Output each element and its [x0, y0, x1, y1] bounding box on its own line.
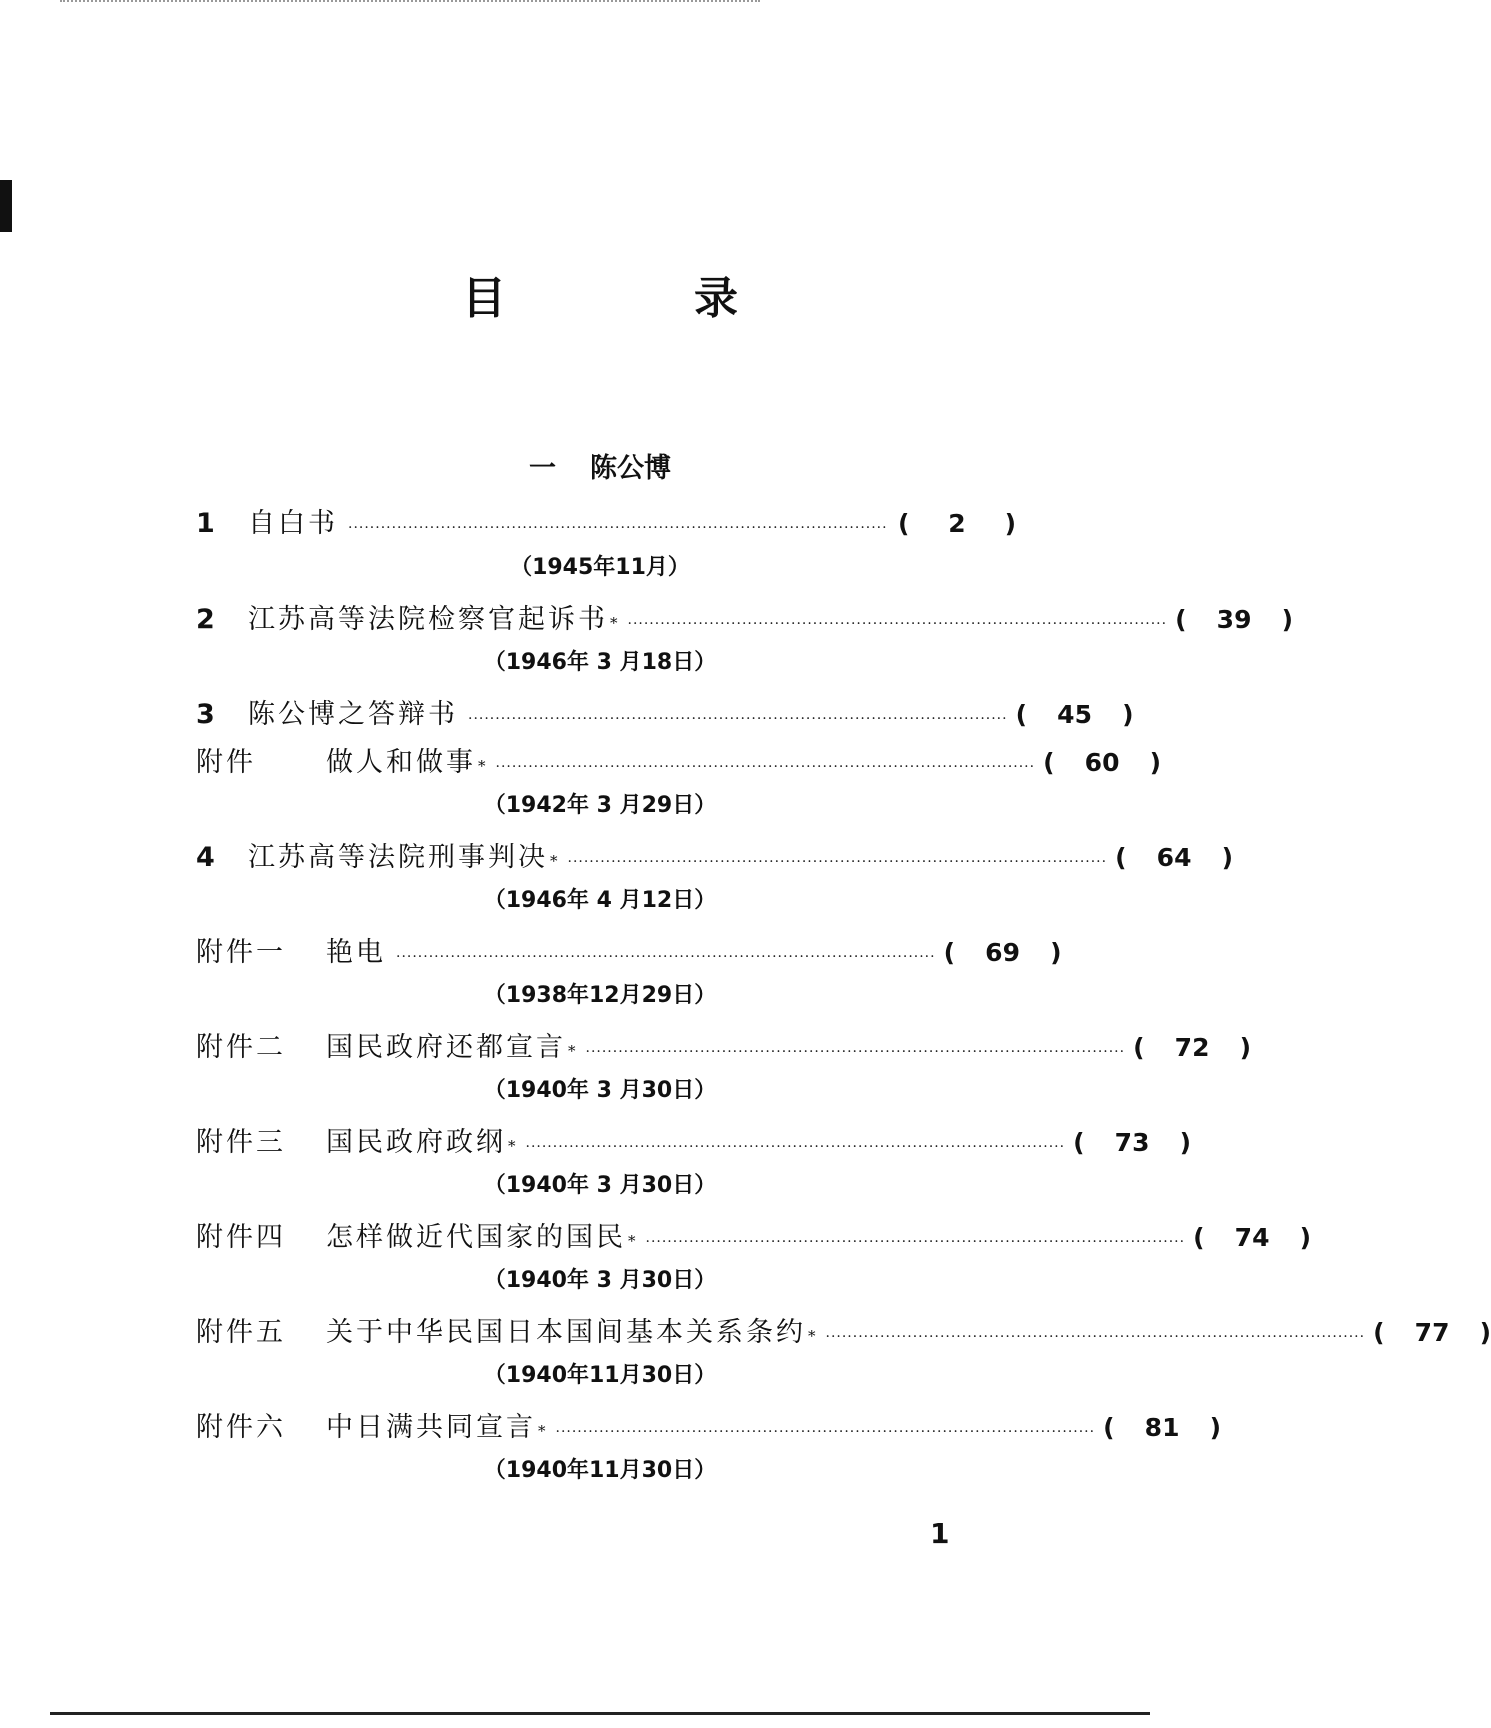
asterisk-mark: *: [550, 852, 558, 870]
entry-date: （1946年 3 月18日）: [483, 650, 717, 675]
asterisk-mark: *: [628, 1232, 636, 1250]
page-reference: ( 73 ): [1073, 1123, 1191, 1163]
dot-leader: ···································································································: [585, 1044, 1126, 1060]
page-reference: ( 77 ): [1373, 1313, 1491, 1353]
toc-entry: [196, 743, 1162, 783]
toc-entry: [196, 504, 1016, 544]
page-reference: ( 81 ): [1103, 1408, 1221, 1448]
entry-label: 附件二: [196, 1032, 286, 1063]
entry-label: 附件三: [196, 1127, 286, 1158]
entry-title: 自白书: [248, 508, 338, 539]
entry-title: 做人和做事: [326, 747, 476, 778]
toc-entry: [196, 1218, 1312, 1258]
entry-title: 艳电: [326, 937, 386, 968]
entry-date: （1945年11月）: [510, 555, 690, 580]
entry-date: （1938年12月29日）: [483, 983, 717, 1008]
entry-page-number: 45: [1057, 700, 1092, 729]
entry-page-number: 39: [1216, 605, 1252, 634]
asterisk-mark: *: [538, 1422, 546, 1440]
entry-date: （1940年 3 月30日）: [483, 1268, 717, 1293]
section-heading: [0, 446, 1200, 485]
entry-page-number: 77: [1414, 1318, 1450, 1347]
entry-date: （1946年 4 月12日）: [483, 888, 717, 913]
entry-label: 附件四: [196, 1222, 286, 1253]
entry-label: 1: [196, 508, 215, 539]
scan-top-edge: [60, 0, 760, 5]
entry-page-number: 81: [1144, 1413, 1180, 1442]
toc-entry: [196, 1028, 1252, 1068]
page-reference: ( 72 ): [1133, 1028, 1251, 1068]
entry-label: 2: [196, 604, 215, 635]
scan-edge-mark: [0, 180, 12, 232]
page-reference: ( 74 ): [1193, 1218, 1311, 1258]
entry-date: （1940年11月30日）: [483, 1363, 717, 1388]
entry-date: （1940年 3 月30日）: [483, 1173, 717, 1198]
dot-leader: ···································································································: [348, 520, 888, 536]
page-number: 1: [930, 1517, 950, 1550]
dot-leader: ···································································································: [525, 1139, 1066, 1155]
toc-entry: [196, 600, 1294, 640]
entry-title: 怎样做近代国家的国民: [326, 1222, 626, 1253]
asterisk-mark: *: [568, 1042, 576, 1060]
asterisk-mark: *: [478, 757, 486, 775]
toc-entry: [196, 1408, 1222, 1448]
asterisk-mark: *: [610, 614, 618, 632]
asterisk-mark: *: [808, 1327, 816, 1345]
dot-leader: ···································································································: [468, 711, 1008, 727]
entry-label: 附件六: [196, 1412, 286, 1443]
toc-entry: [196, 838, 1234, 878]
page-reference: ( 64 ): [1115, 838, 1233, 878]
scan-bottom-edge: [50, 1712, 1150, 1715]
entry-page-number: 69: [985, 938, 1020, 967]
page-reference: ( 69 ): [944, 933, 1062, 973]
toc-entry: [196, 1313, 1491, 1353]
page-reference: ( 60 ): [1043, 743, 1161, 783]
entry-date: （1942年 3 月29日）: [483, 793, 717, 818]
page-reference: ( 45 ): [1016, 695, 1134, 735]
entry-title: 国民政府还都宣言: [326, 1032, 566, 1063]
entry-title: 江苏高等法院检察官起诉书: [248, 604, 608, 635]
dot-leader: ···································································································: [495, 759, 1036, 775]
asterisk-mark: *: [508, 1137, 516, 1155]
toc-entry: [196, 695, 1134, 735]
toc-entry: [196, 1123, 1192, 1163]
entry-title: 国民政府政纲: [326, 1127, 506, 1158]
entry-title: 陈公博之答辩书: [248, 699, 458, 730]
entry-page-number: 72: [1174, 1033, 1210, 1062]
entry-label: 附件五: [196, 1317, 286, 1348]
dot-leader: ···································································································: [396, 949, 936, 965]
page-reference: ( 2 ): [898, 504, 1016, 544]
entry-page-number: 64: [1156, 843, 1192, 872]
toc-entry: [196, 933, 1062, 973]
entry-page-number: 60: [1084, 748, 1120, 777]
dot-leader: ···································································································: [627, 616, 1168, 632]
dot-leader: ···································································································: [825, 1329, 1366, 1345]
entry-page-number: 74: [1234, 1223, 1270, 1252]
dot-leader: ···································································································: [645, 1234, 1186, 1250]
entry-title: 江苏高等法院刑事判决: [248, 842, 548, 873]
entry-title: 关于中华民国日本国间基本关系条约: [326, 1317, 806, 1348]
page-reference: ( 39 ): [1175, 600, 1293, 640]
entry-title: 中日满共同宣言: [326, 1412, 536, 1443]
dot-leader: ···································································································: [567, 854, 1108, 870]
entry-date: （1940年 3 月30日）: [483, 1078, 717, 1103]
dot-leader: ···································································································: [555, 1424, 1096, 1440]
entry-label: 附件: [196, 747, 256, 778]
entry-label: 4: [196, 842, 215, 873]
entry-label: 附件一: [196, 937, 286, 968]
entry-date: （1940年11月30日）: [483, 1458, 717, 1483]
section-number: 一: [529, 453, 556, 484]
section-name: 陈公博: [590, 453, 671, 484]
page-title: 目 录: [462, 273, 810, 324]
entry-label: 3: [196, 699, 215, 730]
entry-page-number: 2: [948, 509, 966, 538]
entry-page-number: 73: [1114, 1128, 1150, 1157]
